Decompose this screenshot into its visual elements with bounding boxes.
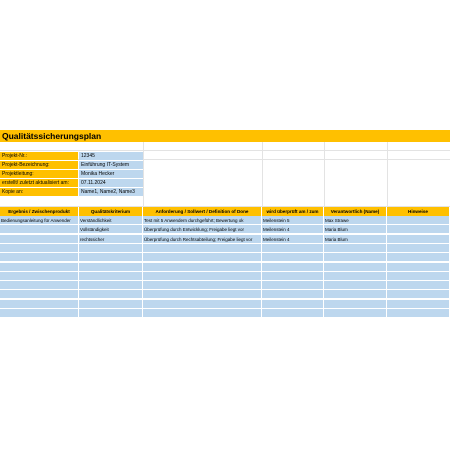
cell-result[interactable]	[0, 244, 79, 253]
info-label-project-name[interactable]: Projekt-Bezeichnung:	[0, 161, 78, 170]
cell-criterion[interactable]: Vollständigkeit	[79, 225, 143, 234]
info-label-project-number[interactable]: Projekt-Nr.:	[0, 152, 78, 161]
column-header-check-date[interactable]: wird überprüft am / zum	[262, 207, 324, 216]
cell-check-date[interactable]	[262, 300, 324, 309]
cell-result[interactable]	[0, 272, 79, 281]
info-value-project-lead[interactable]: Monika Hecker	[79, 170, 143, 179]
cell-responsible[interactable]	[324, 300, 387, 309]
cell-responsible[interactable]	[324, 263, 387, 272]
grid-row	[0, 198, 450, 207]
cell-responsible[interactable]	[324, 244, 387, 253]
cell-responsible[interactable]	[324, 309, 387, 318]
cell-check-date[interactable]: Meilenstein 4	[262, 225, 324, 234]
cell-criterion[interactable]	[79, 309, 143, 318]
cell-notes[interactable]	[387, 309, 450, 318]
grid-line	[324, 142, 325, 207]
cell-notes[interactable]	[387, 263, 450, 272]
cell-requirement[interactable]	[143, 281, 262, 290]
cell-result[interactable]	[0, 225, 79, 234]
cell-notes[interactable]	[387, 225, 450, 234]
cell-result[interactable]	[0, 253, 79, 262]
cell-requirement[interactable]	[143, 253, 262, 262]
cell-check-date[interactable]	[262, 281, 324, 290]
cell-requirement[interactable]	[143, 300, 262, 309]
cell-requirement[interactable]	[143, 290, 262, 299]
cell-notes[interactable]	[387, 216, 450, 225]
cell-responsible[interactable]	[324, 272, 387, 281]
cell-responsible[interactable]: Max Strawe	[324, 216, 387, 225]
cell-requirement[interactable]: Überprüfung durch Rechtsabteilung; Freigabe liegt vor	[143, 235, 262, 244]
cell-criterion[interactable]	[79, 281, 143, 290]
cell-notes[interactable]	[387, 272, 450, 281]
info-value-project-name[interactable]: Einführung IT-System	[79, 161, 143, 170]
info-value-project-number[interactable]: 12345	[79, 152, 143, 161]
cell-responsible[interactable]: Maria Blum	[324, 235, 387, 244]
info-label-copy-to[interactable]: Kopie an:	[0, 188, 78, 197]
cell-criterion[interactable]	[79, 300, 143, 309]
cell-notes[interactable]	[387, 253, 450, 262]
cell-result[interactable]	[0, 281, 79, 290]
cell-criterion[interactable]	[79, 253, 143, 262]
cell-check-date[interactable]	[262, 263, 324, 272]
cell-notes[interactable]	[387, 235, 450, 244]
column-header-result[interactable]: Ergebnis / Zwischenprodukt	[0, 207, 79, 216]
cell-requirement[interactable]	[143, 244, 262, 253]
cell-criterion[interactable]: Verständlichkeit	[79, 216, 143, 225]
cell-check-date[interactable]	[262, 244, 324, 253]
cell-criterion[interactable]	[79, 263, 143, 272]
cell-check-date[interactable]: Meilenstein 4	[262, 235, 324, 244]
cell-requirement[interactable]: Überprüfung durch Entwicklung; Freigabe liegt vor	[143, 225, 262, 234]
cell-result[interactable]	[0, 309, 79, 318]
cell-requirement[interactable]	[143, 309, 262, 318]
cell-check-date[interactable]	[262, 309, 324, 318]
grid-line	[262, 142, 263, 207]
cell-notes[interactable]	[387, 300, 450, 309]
cell-notes[interactable]	[387, 290, 450, 299]
cell-responsible[interactable]	[324, 281, 387, 290]
info-label-updated[interactable]: erstellt/ zuletzt aktualisiert am:	[0, 179, 78, 188]
info-label-project-lead[interactable]: Projektleitung:	[0, 170, 78, 179]
cell-criterion[interactable]	[79, 272, 143, 281]
column-header-notes[interactable]: Hinweise	[387, 207, 450, 216]
cell-check-date[interactable]	[262, 272, 324, 281]
column-header-criterion[interactable]: Qualitätskriterium	[79, 207, 143, 216]
grid-row	[0, 142, 450, 151]
column-header-requirement[interactable]: Anforderung / Sollwert / Definition of Done	[143, 207, 262, 216]
info-value-updated[interactable]: 07.11.2024	[79, 179, 143, 188]
cell-check-date[interactable]	[262, 253, 324, 262]
cell-criterion[interactable]	[79, 244, 143, 253]
column-header-responsible[interactable]: Verantwortlich (Name)	[324, 207, 387, 216]
grid-line	[143, 142, 144, 207]
info-value-copy-to[interactable]: Name1, Name2, Name3	[79, 188, 143, 197]
cell-notes[interactable]	[387, 281, 450, 290]
grid-line	[387, 142, 388, 207]
cell-result[interactable]	[0, 263, 79, 272]
cell-result[interactable]: Bedienungsanleitung für Anwender	[0, 216, 79, 225]
cell-result[interactable]	[0, 235, 79, 244]
cell-notes[interactable]	[387, 244, 450, 253]
cell-requirement[interactable]: Test mit 5 Anwendern durchgeführt; Bewertung ok	[143, 216, 262, 225]
cell-criterion[interactable]: rechtssicher	[79, 235, 143, 244]
cell-responsible[interactable]	[324, 290, 387, 299]
cell-result[interactable]	[0, 290, 79, 299]
cell-criterion[interactable]	[79, 290, 143, 299]
cell-requirement[interactable]	[143, 263, 262, 272]
cell-check-date[interactable]: Meilenstein 5	[262, 216, 324, 225]
cell-responsible[interactable]	[324, 253, 387, 262]
cell-responsible[interactable]: Maria Blum	[324, 225, 387, 234]
cell-check-date[interactable]	[262, 290, 324, 299]
cell-result[interactable]	[0, 300, 79, 309]
cell-requirement[interactable]	[143, 272, 262, 281]
sheet-title[interactable]: Qualitätssicherungsplan	[0, 130, 450, 142]
